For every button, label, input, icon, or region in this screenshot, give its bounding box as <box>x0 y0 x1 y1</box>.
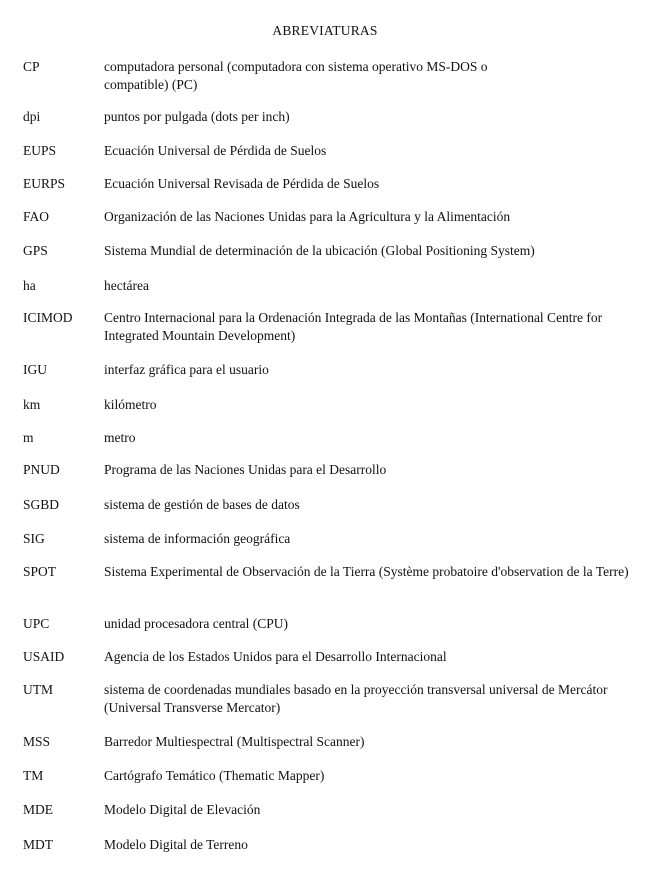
definition: computadora personal (computadora con sistema operativo MS-DOS o compatible) (PC) <box>104 59 488 92</box>
abbreviation: dpi <box>23 109 41 124</box>
definition: metro <box>104 430 136 445</box>
definition: Agencia de los Estados Unidos para el Desarrollo Internacional <box>104 649 447 664</box>
definition: sistema de gestión de bases de datos <box>104 497 300 512</box>
page-title: ABREVIATURAS <box>272 23 378 38</box>
definition: Barredor Multiespectral (Multispectral Scanner) <box>104 734 365 749</box>
abbreviation: MSS <box>23 734 51 749</box>
abbreviation: EUPS <box>23 143 57 158</box>
definition: Cartógrafo Temático (Thematic Mapper) <box>104 768 325 783</box>
abbreviation: SGBD <box>23 497 60 512</box>
abbreviation: CP <box>23 59 40 74</box>
definition: sistema de información geográfica <box>104 531 291 546</box>
definition: Programa de las Naciones Unidas para el Desarrollo <box>104 462 387 477</box>
abbreviation: TM <box>23 768 44 783</box>
abbreviation: MDT <box>23 837 53 852</box>
abbreviation: UPC <box>23 616 50 631</box>
definition: kilómetro <box>104 397 157 412</box>
abbreviation: MDE <box>23 802 53 817</box>
abbreviation: USAID <box>23 649 65 664</box>
definition: Ecuación Universal Revisada de Pérdida de Suelos <box>104 176 380 191</box>
definition: hectárea <box>104 278 149 293</box>
definition: Modelo Digital de Terreno <box>104 837 248 852</box>
abbreviation: IGU <box>23 362 47 377</box>
definition: Centro Internacional para la Ordenación Integrada de las Montañas (International Centre for Integrated Mountain Development) <box>104 310 603 343</box>
abbreviation: PNUD <box>23 462 60 477</box>
abbreviation: UTM <box>23 682 53 697</box>
definition: Organización de las Naciones Unidas para la Agricultura y la Alimentación <box>104 209 511 224</box>
abbreviation: km <box>23 397 41 412</box>
abbreviation: ha <box>23 278 36 293</box>
abbreviation: ICIMOD <box>23 310 73 325</box>
definition: puntos por pulgada (dots per inch) <box>104 109 290 124</box>
abbreviation: m <box>23 430 34 445</box>
definition: Sistema Experimental de Observación de la Tierra (Système probatoire d'observation de la Terre) <box>104 564 629 579</box>
abbreviation: GPS <box>23 243 48 258</box>
definition: Modelo Digital de Elevación <box>104 802 261 817</box>
definition: Sistema Mundial de determinación de la ubicación (Global Positioning System) <box>104 243 535 258</box>
definition: unidad procesadora central (CPU) <box>104 616 289 631</box>
definition: Ecuación Universal de Pérdida de Suelos <box>104 143 327 158</box>
definition: sistema de coordenadas mundiales basado en la proyección transversal universal de Mercátor (Universal Transverse Mercator) <box>104 682 608 715</box>
abbreviation: SPOT <box>23 564 57 579</box>
definition: interfaz gráfica para el usuario <box>104 362 269 377</box>
abbreviation: SIG <box>23 531 45 546</box>
abbreviation: EURPS <box>23 176 66 191</box>
abbreviation: FAO <box>23 209 50 224</box>
